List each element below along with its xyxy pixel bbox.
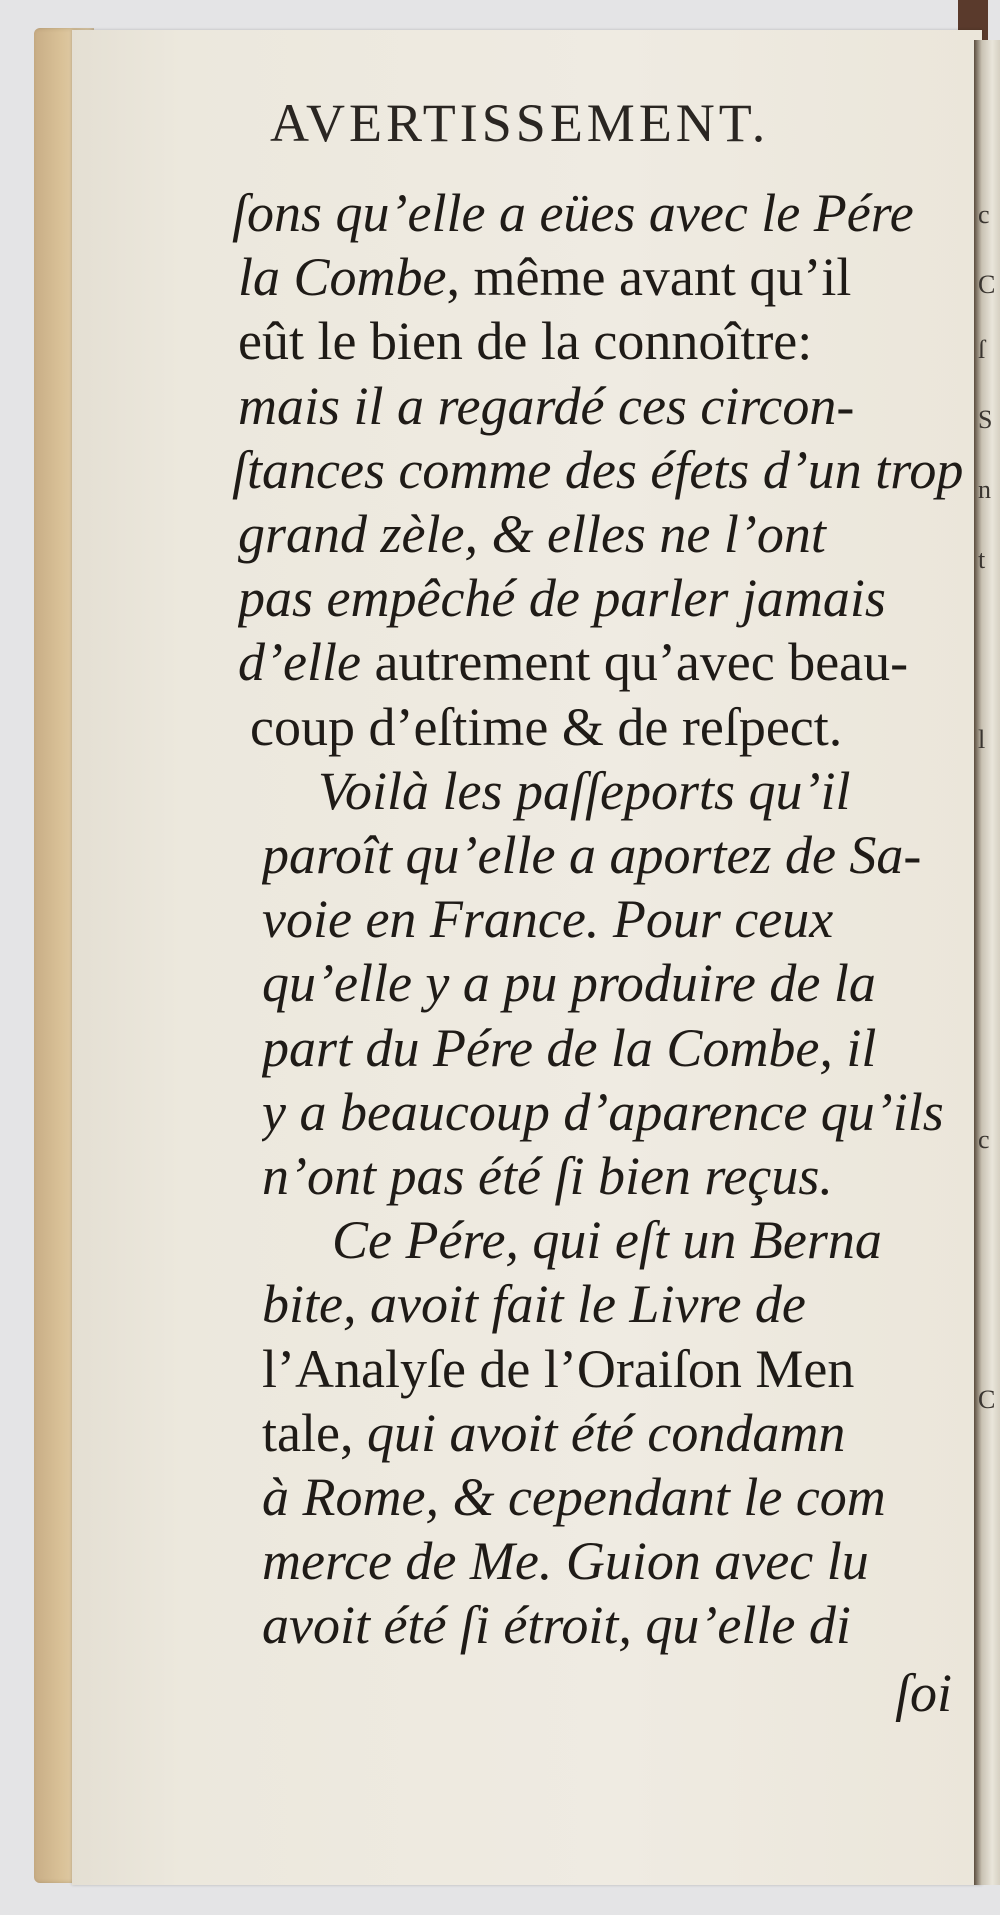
text-line: grand zèle, & elles ne l’ont [238, 504, 826, 564]
text-line: bite, avoit fait le Livre de [262, 1274, 806, 1335]
text-segment: autrement qu’avec beau- [374, 632, 909, 693]
text-line: y a beaucoup d’aparence qu’ils [262, 1081, 944, 1142]
catchword: ſoi [895, 1663, 953, 1722]
text-segment: tale, [262, 1402, 367, 1463]
margin-fragment: t [978, 545, 986, 574]
margin-fragment: l [978, 725, 986, 754]
text-line: Voilà les paſſeports qu’il [318, 760, 851, 821]
next-page-edge [974, 40, 1000, 1885]
text-line: avoit été ſi étroit, qu’elle di [262, 1595, 851, 1656]
text-line: à Rome, & cependant le com [262, 1467, 886, 1527]
text-line: mais il a regardé ces circon- [238, 375, 855, 436]
text-line: voie en France. Pour ceux [262, 889, 834, 950]
margin-fragment: C [978, 1385, 996, 1414]
text-line: eût le bien de la connoître: [238, 311, 813, 372]
margin-fragment: c [978, 200, 990, 229]
text-line: coup d’eſtime & de reſpect. [250, 696, 843, 757]
text-line: ſons qu’elle a eües avec le Pére [232, 183, 914, 243]
text-line: paroît qu’elle a aportez de Sa- [262, 825, 922, 885]
text-line: ſtances comme des éfets d’un trop [232, 439, 964, 500]
text-line: qu’elle y a pu produire de la [262, 953, 876, 1014]
text-line: n’ont pas été ſi bien reçus. [262, 1146, 833, 1206]
text-segment: qui avoit été condamn [366, 1402, 846, 1463]
text-line: Ce Pére, qui eſt un Berna [332, 1210, 882, 1271]
text-segment: la Combe [238, 247, 447, 308]
text-line: pas empêché de parler jamais [238, 568, 886, 629]
margin-fragment: c [978, 1125, 990, 1154]
margin-fragment: n [978, 475, 991, 504]
margin-fragment: S [978, 405, 993, 434]
text-line: merce de Me. Guion avec lu [262, 1531, 869, 1592]
text-line: l’Analyſe de l’Oraiſon Men [262, 1338, 855, 1399]
text-line: part du Pére de la Combe, il [262, 1017, 877, 1078]
text-segment: d’elle [238, 632, 375, 693]
margin-fragment: ſ [978, 335, 986, 364]
text-line [238, 242, 975, 312]
margin-fragment: C [978, 270, 996, 299]
text-segment: , même avant qu’il [446, 247, 852, 308]
text-line [238, 627, 975, 697]
text-line [262, 1398, 975, 1468]
running-head: AVERTISSEMENT. [270, 93, 770, 153]
